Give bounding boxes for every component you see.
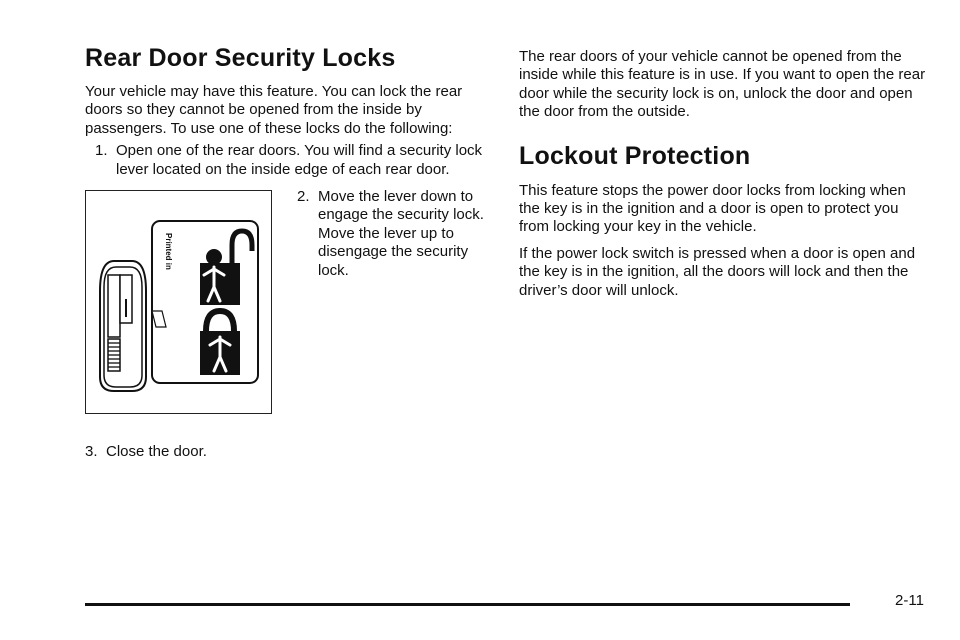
step-3: [85, 443, 207, 461]
security-lock-illustration: [85, 190, 272, 414]
page-number: 2-11: [895, 592, 924, 609]
locked-child-icon: [200, 311, 240, 375]
intro-paragraph: Your vehicle may have this feature. You can lock the rear doors so they cannot be opened from the inside by passengers. To use one of these locks do the following:: [85, 83, 463, 137]
step-2: [297, 188, 497, 280]
section-heading-lockout-protection: Lockout Protection: [519, 141, 751, 170]
step-number: 1.: [95, 142, 108, 160]
step-text: Open one of the rear doors. You will find a security lock lever located on the inside edge of each rear door.: [116, 142, 483, 178]
security-lock-note-paragraph: The rear doors of your vehicle cannot be opened from the inside while this feature is in use. If you want to open the rear door while the security lock is on, unlock the door and open the door from the outside.: [519, 48, 926, 121]
step-text: Close the door.: [106, 443, 207, 461]
security-lock-diagram: [86, 191, 271, 413]
lockout-paragraph-2: If the power lock switch is pressed when a door is open and the key is in the ignition, all the doors will lock and then the driver’s door will unlock.: [519, 244, 916, 299]
section-heading-rear-door-security-locks: Rear Door Security Locks: [85, 44, 396, 72]
left-column: [85, 42, 495, 461]
lockout-paragraph-1: This feature stops the power door locks from locking when the key is in the ignition and a door is open to protect you from locking your key in the vehicle.: [519, 181, 906, 236]
figure-row: [85, 188, 495, 461]
lock-lever-icon: [100, 261, 146, 391]
step-number: 2.: [297, 188, 310, 206]
footer-rule: [85, 603, 850, 606]
step-number: 3.: [85, 443, 98, 461]
figure-label: Printed in: [164, 233, 173, 270]
step-text: Move the lever down to engage the security lock. Move the lever up to disengage the security lock.: [318, 188, 484, 279]
right-column: [519, 48, 929, 300]
step-1: [85, 142, 495, 179]
